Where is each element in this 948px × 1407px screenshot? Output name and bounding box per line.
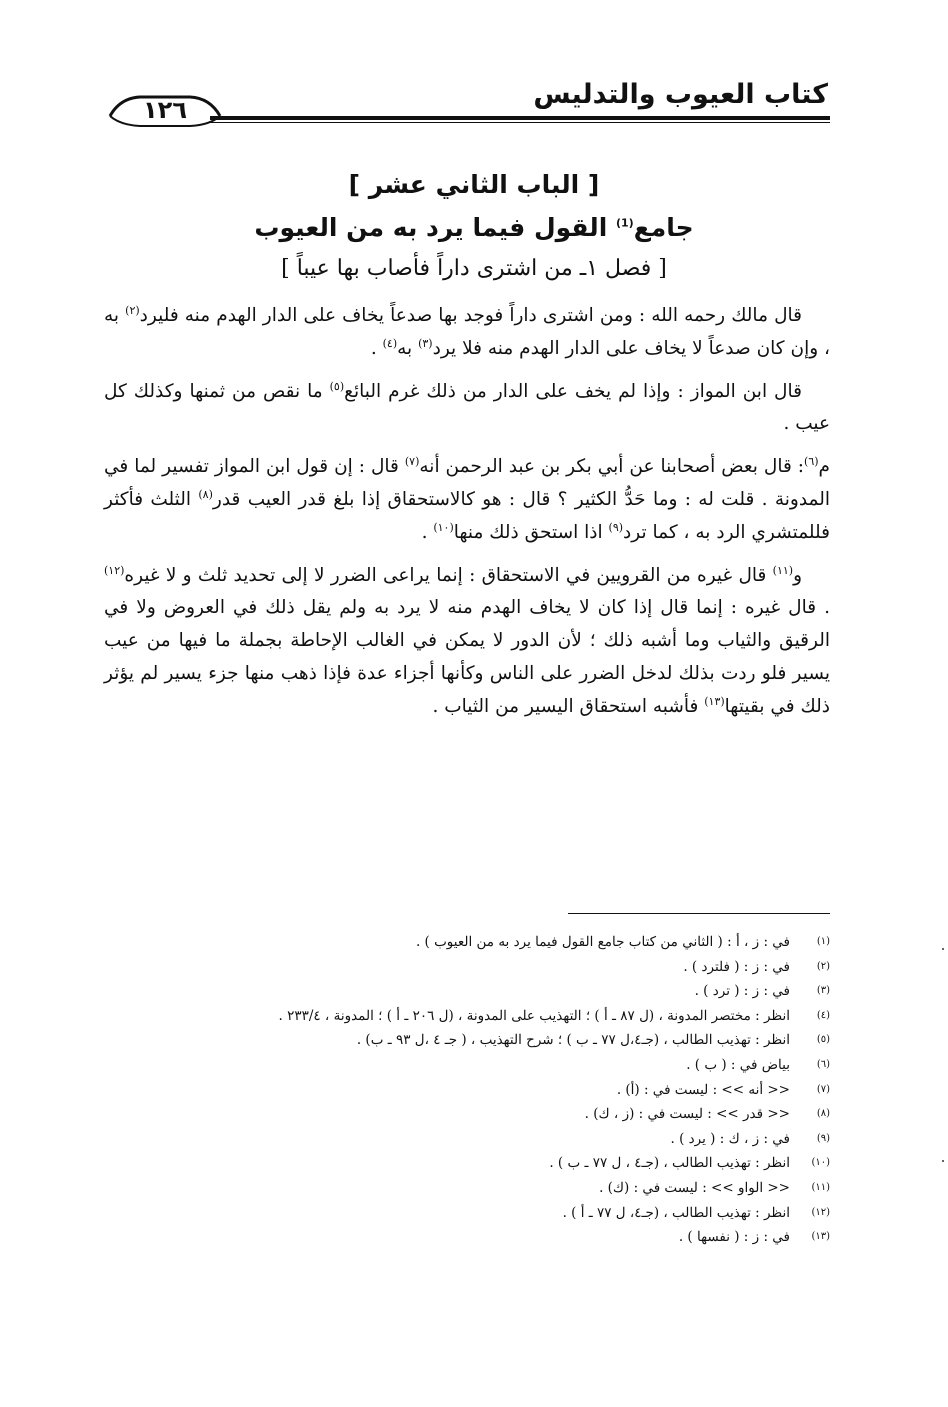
header-rule [210, 116, 830, 120]
text-run: قال : إن قول ابن المواز تفسير لما في المدونة . قلت له : وما حَدُّ الكثير ؟ قال : هو كالاستحقاق إذا بلغ قدر العيب قدر [104, 456, 830, 510]
text-run: : قال بعض أصحابنا عن أبي بكر بن عبد الرحمن أنه [419, 456, 805, 478]
footnote-item [120, 1127, 830, 1152]
footnote-item [120, 1176, 830, 1201]
footnote-item [120, 1201, 830, 1226]
footnote-item [120, 979, 830, 1004]
footnote-item [120, 955, 830, 980]
text-run: م [818, 456, 830, 478]
footnote-ref: (1) [615, 216, 634, 230]
page-number: ١٢٦ [143, 96, 187, 124]
header-rule-thin [210, 122, 830, 123]
body-text [104, 300, 830, 734]
footnote-item [120, 1028, 830, 1053]
text-run: و [793, 564, 802, 586]
footnote-text: في : ز ، ك : ( يرد ) . [670, 1130, 790, 1147]
footnote-number: (١١) [811, 1181, 830, 1193]
text-run: ما نقص من ثمنها وكذلك كل عيب . [104, 380, 830, 435]
footnote-ref: (٤) [382, 336, 398, 350]
footnote-text: << قدر >> : ليست في : (ز ، ك) . [584, 1106, 790, 1123]
footnote-number: (١) [816, 936, 830, 947]
scan-speck [942, 1160, 944, 1162]
subsection-title: [ فصل ١ـ من اشترى داراً فأصاب بها عيباً ] [281, 256, 667, 281]
footnote-number: (٥) [816, 1034, 830, 1046]
footnote-number: (٤) [816, 1009, 830, 1021]
footnote-text: في : ز : ( فلترد ) . [683, 958, 790, 975]
paragraph [104, 300, 830, 366]
footnote-number: (٧) [816, 1083, 830, 1095]
text-run: قال مالك رحمه الله : ومن اشترى داراً فوجد بها صدعاً يخاف على الدار الهدم منه فليرد [139, 305, 802, 326]
footnote-separator [568, 913, 830, 914]
footnote-text: في : ز : ( نفسها ) . [678, 1229, 790, 1246]
footnote-text: بياض في : ( ب ) . [686, 1056, 790, 1073]
footnote-number: (٢) [816, 960, 830, 972]
footnote-text: انظر : تهذيب الطالب ، (جـ٤،ل ٧٧ ـ ب ) ؛ شرح التهذيب ، ( جـ ٤ ،ل ٩٣ ـ ب) . [356, 1032, 790, 1049]
section-title-start: جامع [633, 213, 694, 242]
footnote-ref: (٨) [198, 487, 213, 501]
footnote-text: << الواو >> : ليست في : (ك) . [599, 1179, 790, 1196]
footnote-text: انظر : مختصر المدونة ، (ل ٨٧ ـ أ ) ؛ التهذيب على المدونة ، (ل ٢٠٦ ـ أ ) ؛ المدونة ، ٢٣٣/٤ . [278, 1007, 790, 1024]
paragraph [104, 376, 830, 442]
section-title-end: القول فيما يرد به من العيوب [254, 213, 616, 242]
footnote-item [120, 1151, 830, 1176]
footnote-number: (١٢) [811, 1206, 830, 1218]
text-run: الثلث فأكثر فللمتشري الرد به ، كما ترد [104, 488, 830, 543]
text-run: . [421, 521, 434, 543]
footnote-number: (٦) [816, 1058, 830, 1070]
footnote-ref: (٦) [804, 455, 819, 469]
footnote-ref: (٩) [608, 520, 624, 534]
footnote-item [120, 1225, 830, 1250]
footnote-text: في : ز ، أ : ( الثاني من كتاب جامع القول فيما يرد به من العيوب ) . [415, 934, 790, 950]
footnote-item [120, 1004, 830, 1029]
chapter-title: [ الباب الثاني عشر ] [348, 170, 600, 199]
footnote-item [120, 1102, 830, 1127]
paragraph [104, 560, 830, 724]
footnote-ref: (٧) [404, 455, 420, 469]
footnote-number: (٨) [816, 1108, 830, 1120]
text-run: قال غيره من القرويين في الاستحقاق : إنما يراعى الضرر لا إلى تحديد ثلث و لا غيره [124, 564, 773, 586]
footnote-ref: (٢) [125, 303, 140, 317]
paragraph [104, 451, 830, 549]
text-run: به [397, 337, 419, 359]
footnote-ref: (١٣) [704, 694, 725, 708]
footnotes [120, 930, 830, 1250]
footnote-number: (٩) [816, 1132, 830, 1144]
footnote-ref: (١٢) [104, 563, 125, 577]
footnote-number: (١٣) [811, 1231, 830, 1243]
footnote-text: في : ز : ( ترد ) . [694, 983, 790, 1000]
text-run: اذا استحق ذلك منها [453, 521, 609, 543]
book-title: كتاب العيوب والتدليس [533, 79, 828, 110]
footnote-text: انظر : تهذيب الطالب ، (جـ٤ ، ل ٧٧ ـ ب ) . [549, 1155, 790, 1172]
footnote-ref: (١١) [772, 563, 794, 577]
footnote-item [120, 1053, 830, 1078]
text-run: . قال غيره : إنما قال إذا كان لا يخاف الهدم منه لا يرد به ولم يقل ذلك في العروض ولا في الرقيق والثياب وما أشبه ذلك ؛ لأن الدور لا يمكن في الغالب الإحاطة بجملة ما فيها من عيب يسير فلو ردت بذلك لدخل الضرر على الناس وكأنها أجزاء عدة فإذا ذهب منها جزء يسير لم يؤثر ذلك في بقيتها [104, 597, 830, 717]
text-run: . [370, 337, 383, 359]
footnote-ref: (١٠) [433, 520, 454, 534]
scan-speck [942, 948, 944, 950]
text-run: قال ابن المواز : وإذا لم يخف على الدار من ذلك غرم البائع [344, 380, 802, 402]
footnote-text: << أنه >> : ليست في : (أ) . [616, 1081, 790, 1098]
text-run: فأشبه استحقاق اليسير من الثياب . [432, 695, 705, 717]
page-number-badge [106, 92, 224, 130]
footnote-ref: (٣) [418, 336, 433, 350]
text-run: به ، وإن كان صدعاً لا يخاف على الدار الهدم منه فلا يرد [104, 305, 830, 359]
footnote-ref: (٥) [329, 379, 345, 393]
footnote-text: انظر : تهذيب الطالب ، (جـ٤، ل ٧٧ ـ أ ) . [562, 1204, 790, 1221]
footnote-number: (٣) [816, 985, 830, 997]
footnote-item [120, 1078, 830, 1103]
footnote-number: (١٠) [811, 1157, 830, 1169]
footnote-item [120, 930, 830, 955]
section-title [100, 213, 848, 242]
